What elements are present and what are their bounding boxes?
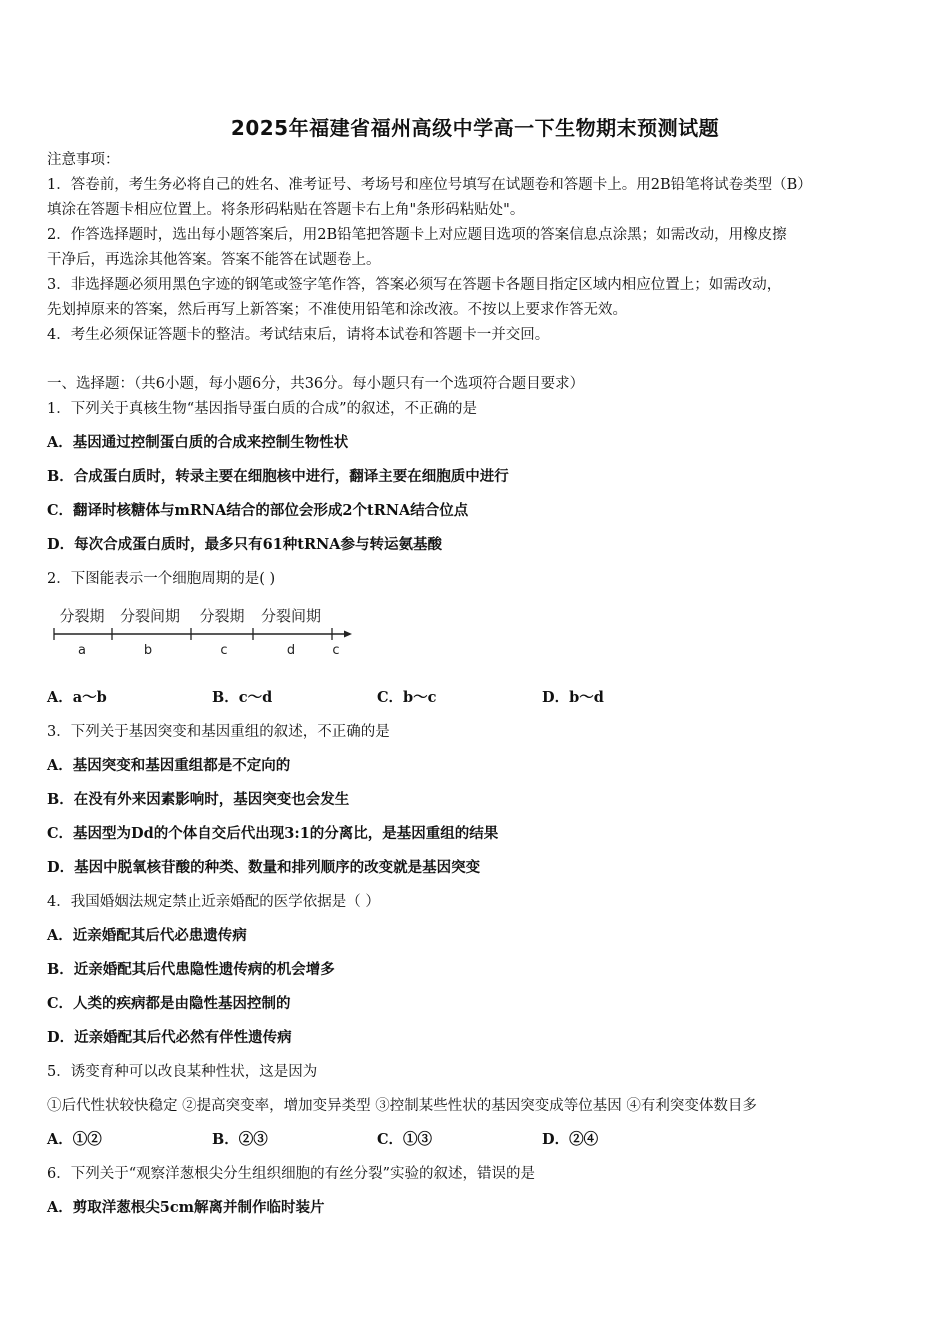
question-stem: 下图能表示一个细胞周期的是( ) (70, 571, 276, 587)
segment-label: b (143, 643, 153, 658)
section-heading: 一、选择题：（共6小题，每小题6分，共36分。每小题只有一个选项符合题目要求） (47, 376, 585, 392)
question-2 (47, 569, 907, 589)
phase-label: 分裂期 (199, 607, 245, 625)
q2-option-b: B．c～d (212, 689, 273, 706)
question-4 (47, 892, 907, 912)
question-1 (47, 399, 907, 419)
q3-option-d: D．基因中脱氧核苷酸的种类、数量和排列顺序的改变就是基因突变 (47, 859, 481, 876)
phase-label: 分裂间期 (119, 607, 181, 625)
question-5 (47, 1062, 907, 1082)
q3-option-c: C．基因型为Dd的个体自交后代出现3:1的分离比，是基因重组的结果 (47, 825, 499, 842)
q5-option-a: A．①② (47, 1131, 102, 1148)
question-number: 5． (47, 1064, 71, 1080)
q1-option-a: A．基因通过控制蛋白质的合成来控制生物性状 (47, 434, 349, 451)
exam-title: 2025年福建省福州高级中学高一下生物期末预测试题 (230, 116, 720, 140)
question-number: 1． (47, 401, 71, 417)
question-3 (47, 722, 907, 742)
notice-heading: 注意事项： (47, 152, 120, 168)
phase-label: 分裂间期 (260, 607, 322, 625)
notice-line: 干净后，再选涂其他答案。答案不能答在试题卷上。 (47, 252, 381, 268)
notice-line: 3．非选择题必须用黑色字迹的钢笔或签字笔作答，答案必须写在答题卡各题目指定区域内相应位置上；如需改动， (47, 277, 782, 293)
phase-label: 分裂期 (59, 607, 105, 625)
q2-option-a: A．a～b (47, 689, 107, 706)
notice-line: 1．答卷前，考生务必将自己的姓名、准考证号、考场号和座位号填写在试题卷和答题卡上。用2B铅笔将试卷类型（B） (47, 177, 812, 193)
cell-cycle-diagram (50, 600, 360, 664)
q5-statements: ①后代性状较快稳定 ②提高突变率，增加变异类型 ③控制某些性状的基因突变成等位基因 ④有利突变体数目多 (47, 1098, 757, 1114)
notice-line: 2．作答选择题时，选出每小题答案后，用2B铅笔把答题卡上对应题目选项的答案信息点涂黑；如需改动，用橡皮擦 (47, 227, 787, 243)
q4-option-c: C．人类的疾病都是由隐性基因控制的 (47, 995, 291, 1012)
question-number: 3． (47, 724, 71, 740)
q5-option-b: B．②③ (212, 1131, 268, 1148)
segment-label: c (220, 643, 228, 658)
question-stem: 诱变育种可以改良某种性状，这是因为 (70, 1064, 318, 1080)
q1-option-b: B．合成蛋白质时，转录主要在细胞核中进行，翻译主要在细胞质中进行 (47, 468, 509, 485)
q5-option-d: D．②④ (542, 1131, 599, 1148)
question-number: 6． (47, 1166, 71, 1182)
question-stem: 下列关于基因突变和基因重组的叙述，不正确的是 (70, 724, 390, 740)
segment-label: a (78, 643, 86, 658)
q3-option-b: B．在没有外来因素影响时，基因突变也会发生 (47, 791, 350, 808)
q4-option-d: D．近亲婚配其后代必然有伴性遗传病 (47, 1029, 292, 1046)
q6-option-a: A．剪取洋葱根尖5cm解离并制作临时装片 (47, 1199, 325, 1216)
question-number: 2． (47, 571, 71, 587)
timeline-arrow (344, 631, 352, 638)
question-stem: 下列关于真核生物“基因指导蛋白质的合成”的叙述，不正确的是 (70, 401, 478, 417)
q2-option-d: D．b～d (542, 689, 604, 706)
question-stem: 我国婚姻法规定禁止近亲婚配的医学依据是（ ） (70, 894, 380, 910)
segment-label: c (332, 643, 340, 658)
q5-option-c: C．①③ (377, 1131, 433, 1148)
q2-option-c: C．b～c (377, 689, 437, 706)
question-6 (47, 1164, 907, 1184)
q3-option-a: A．基因突变和基因重组都是不定向的 (47, 757, 291, 774)
q4-option-b: B．近亲婚配其后代患隐性遗传病的机会增多 (47, 961, 335, 978)
notice-line: 填涂在答题卡相应位置上。将条形码粘贴在答题卡右上角"条形码粘贴处"。 (47, 202, 525, 218)
q4-option-a: A．近亲婚配其后代必患遗传病 (47, 927, 247, 944)
question-stem: 下列关于“观察洋葱根尖分生组织细胞的有丝分裂”实验的叙述，错误的是 (70, 1166, 536, 1182)
q1-option-d: D．每次合成蛋白质时，最多只有61种tRNA参与转运氨基酸 (47, 536, 443, 553)
notice-line: 先划掉原来的答案，然后再写上新答案；不准使用铅笔和涂改液。不按以上要求作答无效。 (47, 302, 627, 318)
segment-label: d (286, 643, 296, 658)
notice-line: 4．考生必须保证答题卡的整洁。考试结束后，请将本试卷和答题卡一并交回。 (47, 327, 550, 343)
q1-option-c: C．翻译时核糖体与mRNA结合的部位会形成2个tRNA结合位点 (47, 502, 469, 519)
question-number: 4． (47, 894, 71, 910)
